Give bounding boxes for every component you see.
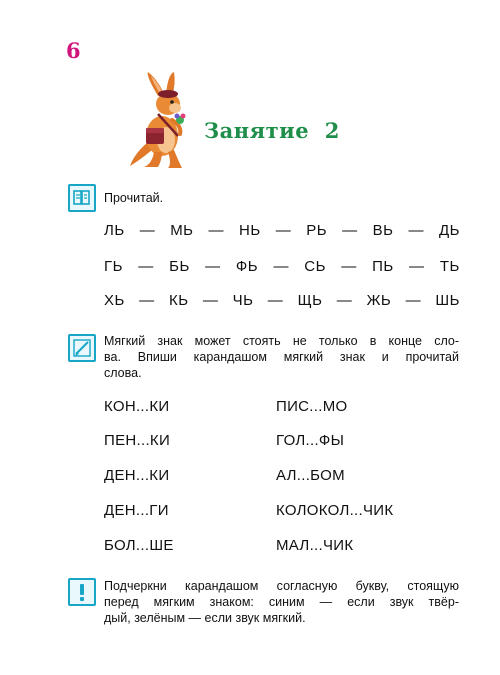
instruction-line: дый, зелёным — если звук мягкий. [104, 611, 306, 625]
syllable: НЬ [239, 222, 261, 239]
sound-row-1 [104, 222, 460, 239]
word-left: КОН...КИ [104, 398, 170, 415]
task1-instruction: Прочитай. [104, 191, 164, 205]
task3-instruction [104, 578, 459, 626]
dash: — [208, 222, 225, 239]
dash: — [275, 222, 292, 239]
instruction-line: Подчеркни карандашом согласную букву, стоящую [104, 579, 459, 593]
syllable: ФЬ [235, 258, 259, 275]
sound-row-3 [104, 292, 460, 309]
word-right: ПИС...МО [276, 398, 348, 415]
syllable: ХЬ [104, 292, 125, 309]
dash: — [267, 292, 284, 309]
dash: — [405, 292, 422, 309]
dash: — [202, 292, 219, 309]
dash: — [139, 292, 155, 309]
dash: — [139, 222, 156, 239]
dash: — [336, 292, 353, 309]
pencil-icon [68, 334, 96, 362]
syllable: ВЬ [372, 222, 394, 239]
dash: — [408, 222, 424, 239]
syllable: ЧЬ [232, 292, 254, 309]
syllable: КЬ [168, 292, 189, 309]
syllable: СЬ [304, 258, 326, 275]
kangaroo-mascot-image [128, 70, 198, 170]
syllable: ДЬ [438, 222, 460, 239]
page-number: 6 [66, 38, 81, 63]
syllable: МЬ [170, 222, 194, 239]
syllable: ЛЬ [104, 222, 125, 239]
word-right: КОЛОКОЛ...ЧИК [276, 502, 394, 519]
syllable: ЖЬ [366, 292, 392, 309]
word-right: МАЛ...ЧИК [276, 537, 354, 554]
word-left: ДЕН...ГИ [104, 502, 169, 519]
instruction-line: перед мягким знаком: синим — если звук твёр- [104, 595, 459, 609]
sound-row-2 [104, 258, 460, 275]
syllable: ПЬ [372, 258, 394, 275]
syllable: ГЬ [104, 258, 123, 275]
syllable: ЩЬ [297, 292, 323, 309]
syllable: ТЬ [439, 258, 460, 275]
word-left: ПЕН...КИ [104, 432, 171, 449]
word-left: ДЕН...КИ [104, 467, 170, 484]
lesson-title: Занятие 2 [204, 118, 340, 143]
instruction-line: слова. [104, 366, 142, 380]
word-right: ГОЛ...ФЫ [276, 432, 345, 449]
dash: — [341, 258, 357, 275]
exclamation-icon [68, 578, 96, 606]
syllable: РЬ [306, 222, 328, 239]
dash: — [138, 258, 154, 275]
syllable: ШЬ [435, 292, 460, 309]
word-right: АЛ...БОМ [276, 467, 345, 484]
book-icon [68, 184, 96, 212]
dash: — [205, 258, 221, 275]
task2-instruction [104, 333, 459, 381]
word-left: БОЛ...ШЕ [104, 537, 174, 554]
syllable: БЬ [169, 258, 190, 275]
instruction-line: ва. Впиши карандашом мягкий знак и прочитай [104, 350, 459, 364]
dash: — [409, 258, 425, 275]
dash: — [342, 222, 358, 239]
instruction-line: Мягкий знак может стоять не только в конце сло- [104, 334, 459, 348]
dash: — [273, 258, 289, 275]
